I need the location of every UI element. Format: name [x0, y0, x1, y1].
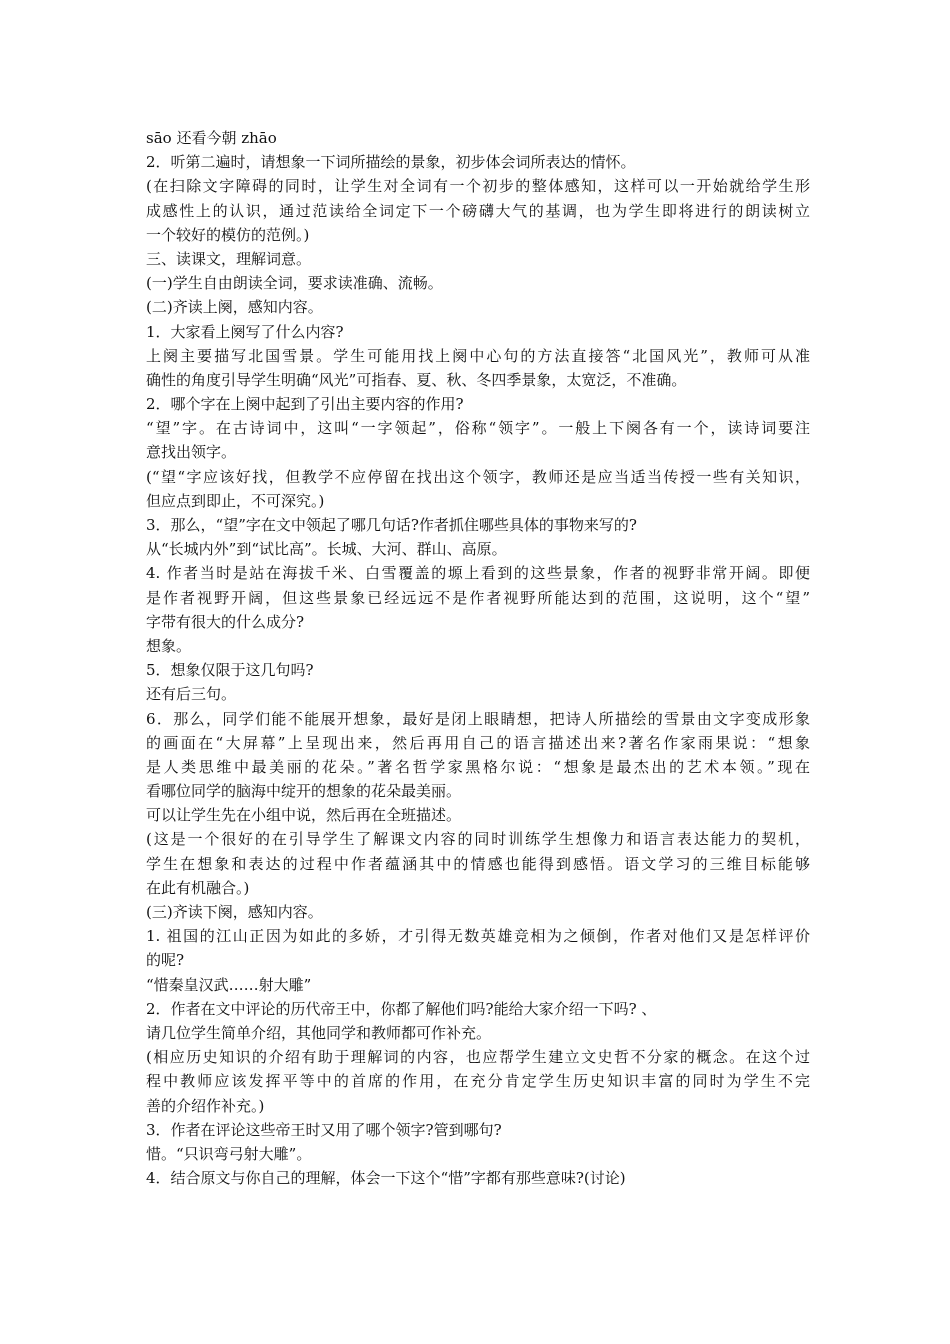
text-line: 的画面在“大屏幕”上呈现出来，然后再用自己的语言描述出来?著名作家雨果说：“想象: [146, 733, 810, 752]
text-line: 想象。: [146, 636, 192, 655]
text-line: 但应点到即止，不可深究。): [146, 491, 325, 510]
text-line: 在此有机融合。): [146, 878, 250, 897]
text-line: (“望“字应该好找，但教学不应停留在找出这个领字，教师还是应当适当传授一些有关知识，: [146, 467, 810, 486]
text-line: 字带有很大的什么成分?: [146, 612, 305, 631]
text-line: 三、读课文，理解词意。: [146, 249, 312, 268]
text-line: 1. 祖国的江山正因为如此的多娇，才引得无数英雄竞相为之倾倒，作者对他们又是怎样评价: [146, 927, 810, 946]
text-line: 学生在想象和表达的过程中作者蕴涵其中的情感也能得到感悟。语文学习的三维目标能够: [146, 854, 810, 873]
text-line: 4. 作者当时是站在海拔千米、白雪覆盖的塬上看到的这些景象，作者的视野非常开阔。即便: [146, 564, 810, 583]
document-body: [146, 126, 810, 1190]
text-line: (在扫除文字障碍的同时，让学生对全词有一个初步的整体感知，这样可以一开始就给学生形: [146, 177, 810, 196]
text-line: 从“长城内外”到“试比高”。长城、大河、群山、高原。: [146, 540, 507, 559]
text-line: sāo 还看今朝 zhāo: [146, 129, 277, 147]
text-line: 意找出领字。: [146, 443, 237, 462]
text-line: 程中教师应该发挥平等中的首席的作用，在充分肯定学生历史知识丰富的同时为学生不完: [146, 1072, 810, 1091]
text-line: (三)齐读下阕，感知内容。: [146, 903, 323, 921]
text-line: 是人类思维中最美丽的花朵。”著名哲学家黑格尔说：“想象是最杰出的艺术本领。”现在: [146, 757, 810, 776]
text-line: 还有后三句。: [146, 685, 237, 704]
text-line: 2．作者在文中评论的历代帝王中，你都了解他们吗?能给大家介绍一下吗? 、: [146, 999, 657, 1018]
text-line: 上阕主要描写北国雪景。学生可能用找上阕中心句的方法直接答“北国风光”，教师可从准: [146, 346, 810, 365]
text-line: 可以让学生先在小组中说，然后再在全班描述。: [146, 806, 462, 825]
text-line: 一个较好的模仿的范例。): [146, 225, 310, 244]
text-line: 的呢?: [146, 951, 185, 970]
text-line: (这是一个很好的在引导学生了解课文内容的同时训练学生想像力和语言表达能力的契机，: [146, 830, 810, 849]
text-line: 6．那么，同学们能不能展开想象，最好是闭上眼睛想，把诗人所描绘的雪景由文字变成形象: [146, 709, 810, 728]
text-line: 5．想象仅限于这几句吗?: [146, 661, 314, 680]
text-line: (一)学生自由朗读全词，要求读准确、流畅。: [146, 274, 443, 293]
text-line: 确性的角度引导学生明确“风光”可指春、夏、秋、冬四季景象，太宽泛，不准确。: [146, 370, 687, 389]
text-line: 善的介绍作补充。): [146, 1096, 265, 1115]
text-line: 4．结合原文与你自己的理解，体会一下这个“惜”字都有那些意味?(讨论): [146, 1169, 626, 1188]
text-line: 1．大家看上阕写了什么内容?: [146, 322, 344, 341]
text-line: 是作者视野开阔，但这些景象已经远远不是作者视野所能达到的范围，这说明，这个“望”: [146, 588, 810, 607]
text-line: (相应历史知识的介绍有助于理解词的内容，也应帮学生建立文史哲不分家的概念。在这个过: [146, 1048, 810, 1067]
text-line: 成感性上的认识，通过范读给全词定下一个磅礴大气的基调，也为学生即将进行的朗读树立: [146, 201, 810, 220]
text-line: 3．那么，“望”字在文中领起了哪几句话?作者抓住哪些具体的事物来写的?: [146, 516, 637, 534]
text-line: 请几位学生简单介绍，其他同学和教师都可作补充。: [146, 1023, 492, 1042]
text-line: (二)齐读上阕，感知内容。: [146, 298, 323, 317]
text-line: 看哪位同学的脑海中绽开的想象的花朵最美丽。: [146, 782, 462, 801]
text-line: 惜。“只识弯弓射大雕”。: [146, 1144, 312, 1163]
text-line: 2．听第二遍时，请想象一下词所描绘的景象，初步体会词所表达的情怀。: [146, 153, 636, 172]
text-line: 2．哪个字在上阕中起到了引出主要内容的作用?: [146, 395, 464, 414]
text-line: “望”字。在古诗词中，这叫“一字领起”，俗称“领字”。一般上下阕各有一个，读诗词要注: [146, 419, 810, 438]
text-line: 3．作者在评论这些帝王时又用了哪个领字?管到哪句?: [146, 1120, 502, 1139]
text-line: “惜秦皇汉武……射大雕”: [146, 975, 312, 994]
